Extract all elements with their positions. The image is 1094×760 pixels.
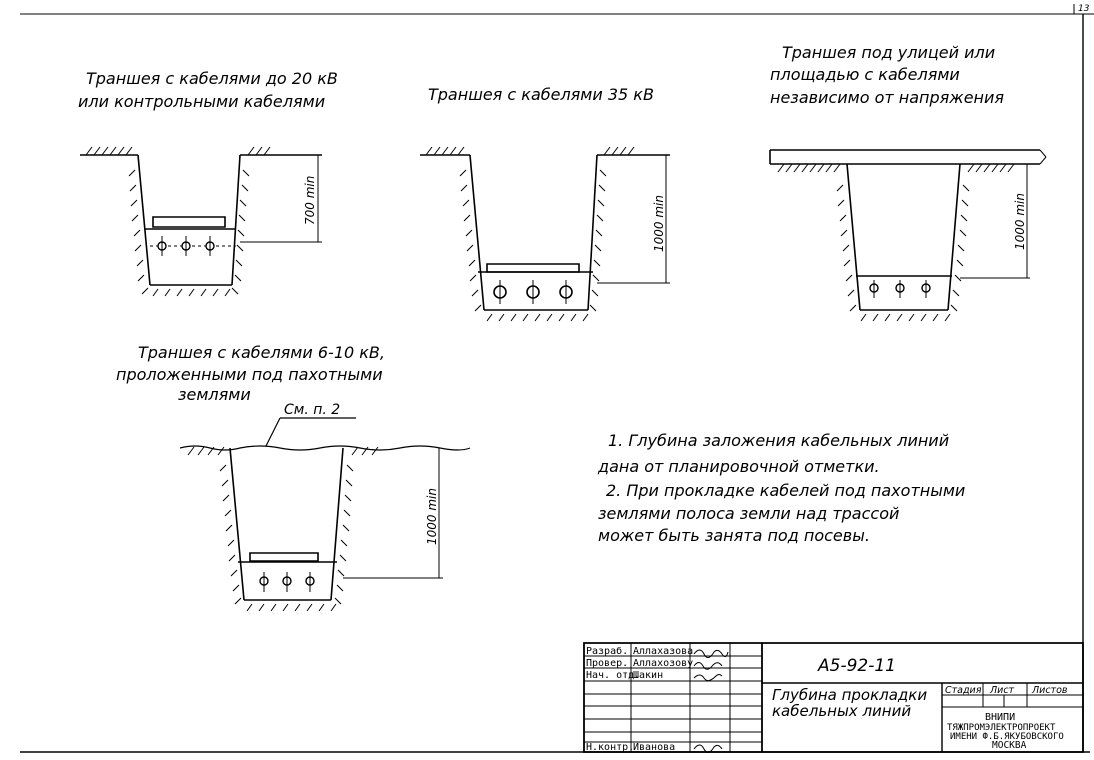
note-line: 1. Глубина заложения кабельных линий xyxy=(608,431,950,450)
reference-leader xyxy=(266,418,356,446)
cables-arable xyxy=(260,572,314,592)
cables-street xyxy=(870,280,930,298)
caption-35kv: Траншея с кабелями 35 кВ xyxy=(428,85,654,104)
note-line: землями полоса земли над трассой xyxy=(598,504,900,523)
signature-name: Аллахазова xyxy=(633,646,694,657)
header-sheet: Лист xyxy=(990,685,1015,696)
depth-label-arable: 1000 min xyxy=(425,488,439,545)
header-sheets: Листов xyxy=(1032,685,1068,696)
caption-upto20-line1: Траншея с кабелями до 20 кВ xyxy=(86,69,338,88)
reference-label: См. п. 2 xyxy=(284,402,341,418)
hatch-upto20 xyxy=(86,147,270,296)
note-line: дана от планировочной отметки. xyxy=(598,457,880,476)
signature-role: Нач. отд. xyxy=(586,670,641,681)
signature-name: Аллахозову xyxy=(633,658,694,669)
hatch-street xyxy=(778,164,1014,321)
trench-street xyxy=(770,43,1046,321)
cables-upto20 xyxy=(158,236,214,256)
notes xyxy=(597,431,965,545)
depth-label-street: 1000 min xyxy=(1013,193,1027,250)
note-line: может быть занята под посевы. xyxy=(598,526,870,545)
document-code: А5-92-11 xyxy=(818,656,896,676)
org-line: МОСКВА xyxy=(992,740,1027,751)
caption-street-line3: независимо от напряжения xyxy=(770,88,1005,107)
page-number: 13 xyxy=(1078,4,1090,14)
caption-street-line2: площадью с кабелями xyxy=(770,65,960,84)
caption-street-line1: Траншея под улицей или xyxy=(782,43,996,62)
header-stage: Стадия xyxy=(945,685,982,696)
trench-upto20 xyxy=(78,69,338,296)
depth-label-upto20: 700 min xyxy=(303,175,317,225)
drawing-title-line2: кабельных линий xyxy=(772,702,912,720)
signature-role: Провер. xyxy=(586,658,629,669)
note-line: 2. При прокладке кабелей под пахотными xyxy=(606,481,966,500)
caption-arable-line2: проложенными под пахотными xyxy=(116,365,383,384)
drawing-title-line1: Глубина прокладки xyxy=(772,686,928,704)
title-block xyxy=(584,643,1083,753)
caption-arable-line1: Траншея с кабелями 6-10 кВ, xyxy=(138,343,385,362)
cables-35kv xyxy=(494,280,572,304)
trench-street-outline xyxy=(770,150,1046,310)
trench-arable xyxy=(116,343,470,611)
trench-35kv xyxy=(420,85,670,321)
signature-role: Разраб. xyxy=(586,646,629,657)
signature-role: Н.контр. xyxy=(586,742,635,753)
org-line: ТЯЖПРОМЭЛЕКТРОПРОЕКТ xyxy=(947,723,1056,733)
org-line: ВНИПИ xyxy=(985,712,1016,723)
signature-name: Иванова xyxy=(633,742,676,753)
caption-upto20-line2: или контрольными кабелями xyxy=(78,92,326,111)
trench-35kv-outline xyxy=(420,155,670,310)
org-line: ИМЕНИ Ф.Б.ЯКУБОВСКОГО xyxy=(950,732,1064,742)
signature-scribbles xyxy=(694,650,728,753)
trench-upto20-outline xyxy=(80,155,322,285)
signature-name: Шакин xyxy=(633,670,664,681)
depth-label-35kv: 1000 min xyxy=(652,195,666,252)
hatch-arable xyxy=(188,447,378,611)
caption-arable-line3: землями xyxy=(178,385,251,404)
